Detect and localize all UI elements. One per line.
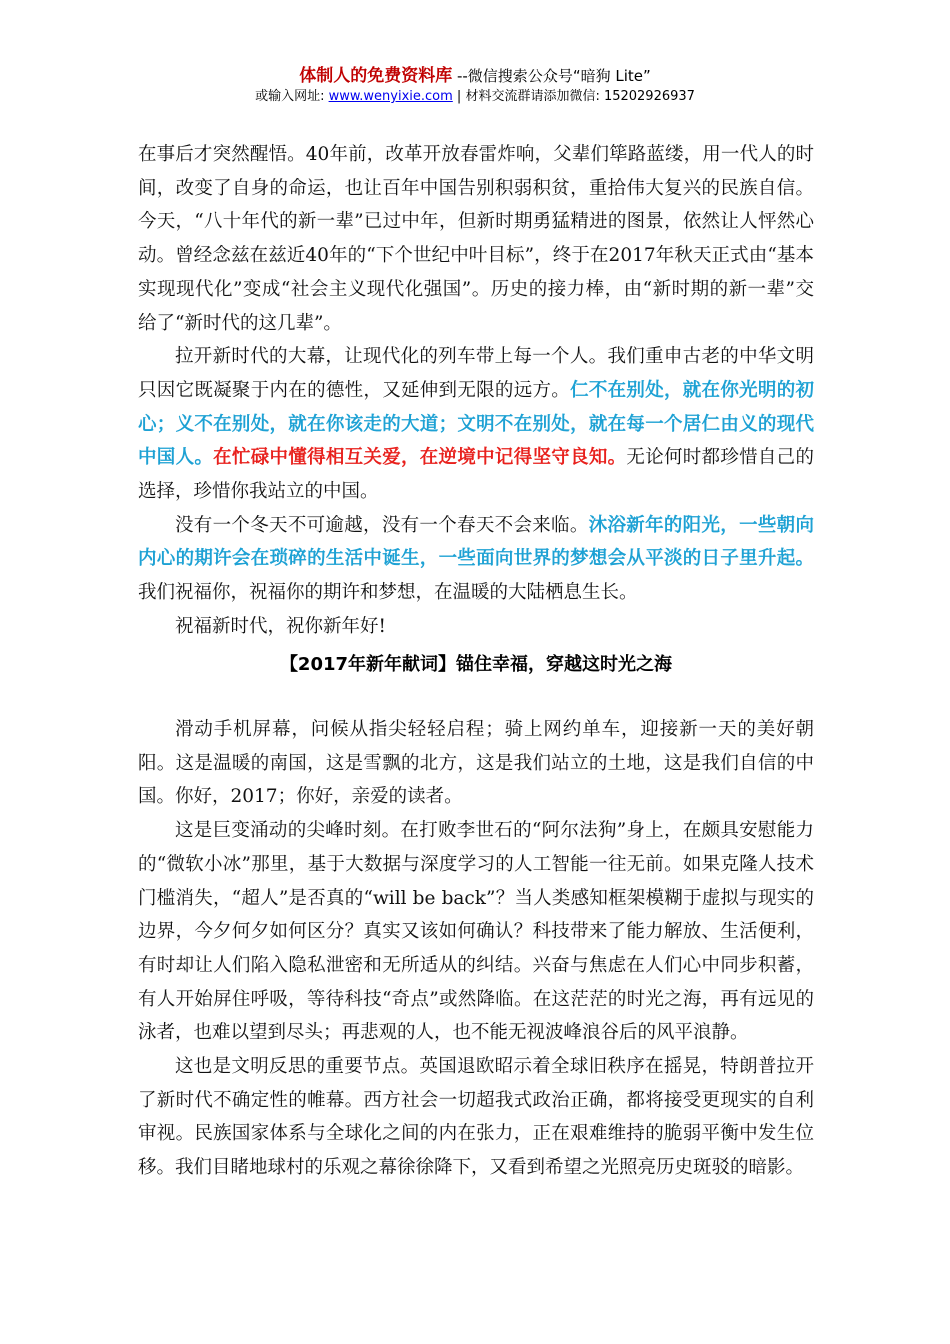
paragraph: 滑动手机屏幕，问候从指尖轻轻启程；骑上网约单车，迎接新一天的美好朝阳。这是温暖的南国，这是雪飘的北方，这是我们站立的土地，这是我们自信的中国。你好，2017；你好，亲爱的读者。: [138, 719, 814, 808]
paragraph-text: 拉开新时代的大幕，让现代化的列车带上每一个人。我们重申古老的中华文明只因它既凝聚于内在的德性，又延伸到无限的远方。: [138, 346, 814, 401]
paragraph: 在事后才突然醒悟。40年前，改革开放春雷炸响，父辈们筚路蓝缕，用一代人的时间，改变了自身的命运，也让百年中国告别积弱积贫，重拾伟大复兴的民族自信。今天，“八十年代的新一辈”已过中年，但新时期勇猛精进的图景，依然让人怦然心动。曾经念兹在兹近40年的“下个世纪中叶目标”，终于在2017年秋天正式由“基本实现现代化”变成“社会主义现代化强国”。历史的接力棒，由“新时期的新一辈”交给了“新时代的这几辈”。: [138, 144, 814, 334]
highlight-blue-text: 仁不在别处，就在你光明的初心；义不在别处，就在你该走的大道；文明不在别处，就在每一个居仁由义的现代中国人。: [138, 379, 814, 469]
url-prefix: 或输入网址:: [255, 89, 329, 104]
paragraph-text: 我们祝福你，祝福你的期许和梦想，在温暖的大陆栖息生长。: [138, 582, 638, 604]
paragraph: 这也是文明反思的重要节点。英国退欧昭示着全球旧秩序在摇晃，特朗普拉开了新时代不确定性的帷幕。西方社会一切超我式政治正确，都将接受更现实的自利审视。民族国家体系与全球化之间的内在张力，正在艰难维持的脆弱平衡中发生位移。我们目睹地球村的乐观之幕徐徐降下，又看到希望之光照亮历史斑驳的暗影。: [138, 1056, 814, 1179]
brand-title: 体制人的免费资料库: [299, 66, 453, 86]
paragraph: 祝福新时代，祝你新年好!: [175, 615, 386, 637]
section-heading: 【2017年新年献词】锚住幸福，穿越这时光之海: [279, 654, 673, 675]
header-contact-line: [0, 88, 950, 106]
highlight-red-text: 在忙碌中懂得相互关爱，在逆境中记得坚守良知。: [213, 447, 627, 469]
article-body-1: [138, 138, 814, 644]
paragraph: 这是巨变涌动的尖峰时刻。在打败李世石的“阿尔法狗”身上，在颇具安慰能力的“微软小冰”那里，基于大数据与深度学习的人工智能一往无前。如果克隆人技术门槛消失，“超人”是否真的“will be back”？当人类感知框架模糊于虚拟与现实的边界，今夕何夕如何区分？真实又该如何确认？科技带来了能力解放、生活便利，有时却让人们陷入隐私泄密和无所适从的纠结。兴奋与焦虑在人们心中同步积蓄，有人开始屏住呼吸，等待科技“奇点”或然降临。在这茫茫的时光之海，再有远见的泳者，也难以望到尽头；再悲观的人，也不能无视波峰浪谷后的风平浪静。: [138, 820, 814, 1044]
contact-info: | 材料交流群请添加微信: 15202926937: [452, 89, 695, 104]
highlight-blue-text: 沐浴新年的阳光，一些朝向内心的期许会在琐碎的生活中诞生，一些面向世界的梦想会从平淡的日子里升起。: [138, 514, 814, 570]
paragraph: [138, 509, 814, 610]
header-tagline: --微信搜索公众号“暗狗 Lite”: [452, 67, 651, 85]
website-link[interactable]: www.wenyixie.com: [328, 89, 453, 104]
article-body-2: [138, 713, 814, 1185]
page-header: [0, 66, 950, 106]
paragraph-text: 没有一个冬天不可逾越，没有一个春天不会来临。: [175, 514, 589, 536]
header-title-line: [0, 66, 950, 86]
paragraph: [138, 340, 814, 509]
paragraph-text: 无论何时都珍惜自己的选择，珍惜你我站立的中国。: [138, 447, 814, 503]
